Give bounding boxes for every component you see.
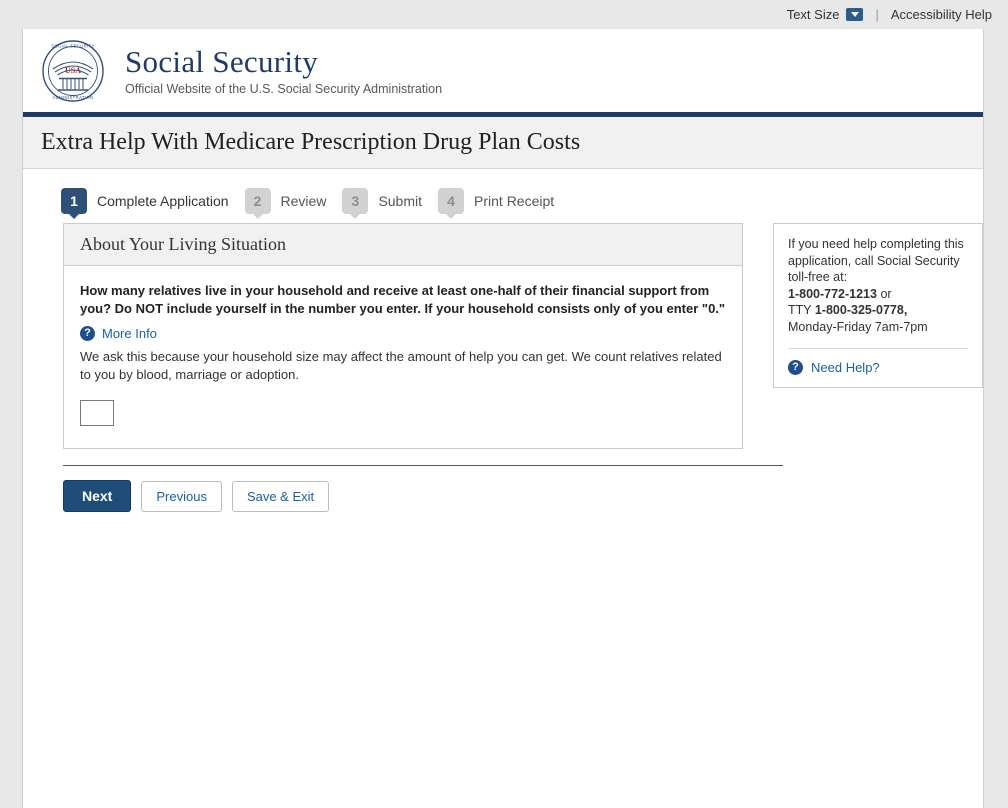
form-actions [23,466,983,512]
step-4-label: Print Receipt [474,193,555,209]
page-title-band [23,117,983,169]
living-situation-panel [63,223,743,449]
question-text: How many relatives live in your household and receive at least one-half of their financial support from you? Do NOT include yourself in the number you enter. If your household consists only of you enter "0." [80,283,726,316]
next-button[interactable]: Next [63,480,131,512]
text-size-label: Text Size [786,7,840,22]
main-content [23,213,983,449]
step-complete-application[interactable] [61,188,229,214]
household-relatives-input[interactable] [80,400,114,426]
step-review[interactable] [245,188,327,214]
question-mark-icon: ? [788,360,803,375]
help-sidebar [773,223,983,388]
need-help-row[interactable] [788,360,968,375]
question-help-text: We ask this because your household size may affect the amount of help you can get. We count relatives related to you by blood, marriage or adoption. [80,349,722,382]
step-print-receipt[interactable] [438,188,554,214]
step-submit[interactable] [342,188,422,214]
sidebar-divider [788,348,968,349]
save-and-exit-button[interactable]: Save & Exit [232,481,329,512]
step-2-label: Review [280,193,327,209]
step-2-number: 2 [245,188,271,214]
step-1-number: 1 [61,188,87,214]
help-hours: Monday-Friday 7am-7pm [788,319,928,334]
previous-button[interactable]: Previous [141,481,222,512]
chevron-down-icon[interactable] [846,8,863,21]
more-info-row[interactable] [80,326,726,341]
svg-text:SOCIAL SECURITY: SOCIAL SECURITY [51,43,95,48]
question-mark-icon: ? [80,326,95,341]
help-phone-or: or [876,286,892,301]
help-intro-text: If you need help completing this application, call Social Security toll-free at: [788,237,964,284]
brand-subtitle: Official Website of the U.S. Social Security Administration [125,82,443,96]
need-help-link[interactable]: Need Help? [811,360,880,375]
brand-title: Social Security [125,44,319,79]
utility-bar [0,0,1008,29]
masthead [23,29,983,112]
svg-text:ADMINISTRATION: ADMINISTRATION [52,94,94,100]
step-3-label: Submit [378,193,423,209]
help-tty-label: TTY [788,303,815,317]
page-container [22,29,984,808]
step-3-number: 3 [342,188,368,214]
brand-block [125,45,442,96]
accessibility-help-link[interactable]: Accessibility Help [890,7,992,22]
step-4-number: 4 [438,188,464,214]
more-info-link[interactable]: More Info [102,326,157,341]
panel-body [64,266,742,448]
svg-text:USA: USA [64,65,82,75]
step-1-label: Complete Application [97,193,229,209]
ssa-seal-icon [41,39,105,103]
page-title: Extra Help With Medicare Prescription Drug Plan Costs [41,129,581,155]
utility-bar-separator: | [875,7,879,22]
help-tty-number: 1-800-325-0778, [814,303,908,317]
panel-heading: About Your Living Situation [64,224,742,266]
progress-steps [23,169,983,213]
help-phone-main: 1-800-772-1213 [788,286,877,301]
